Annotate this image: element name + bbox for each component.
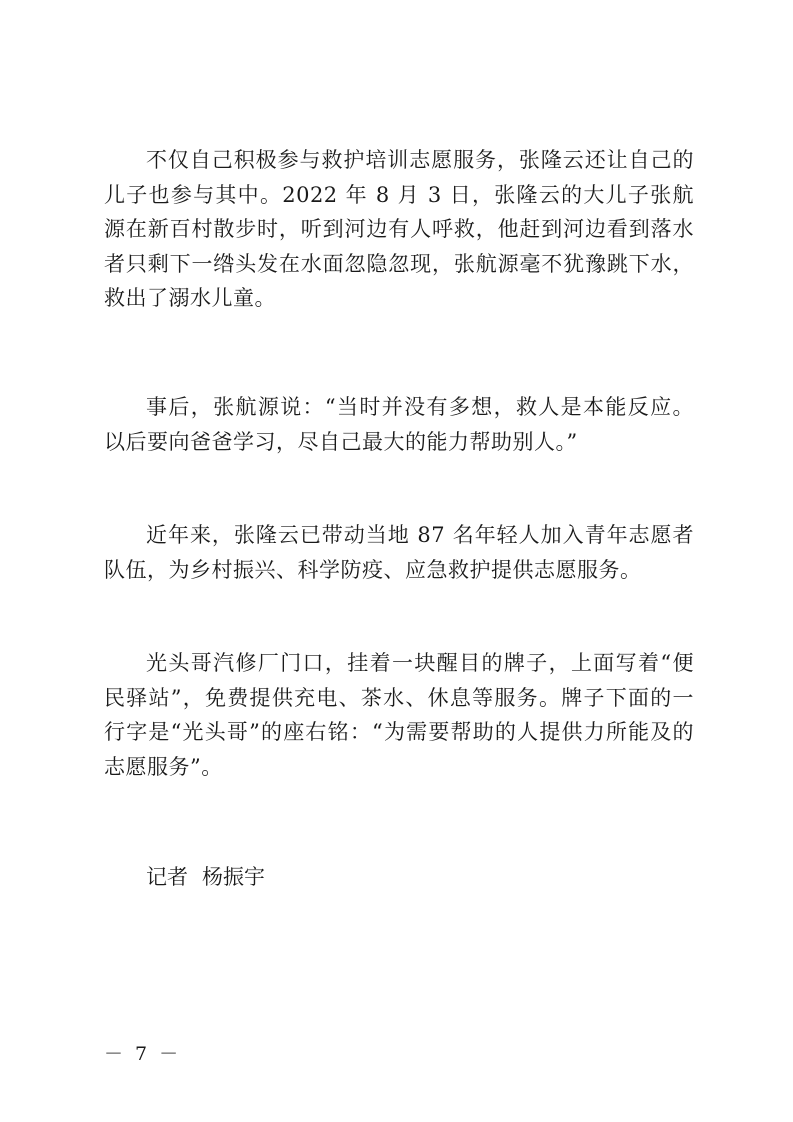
- paragraph-2: 事后，张航源说：“当时并没有多想，救人是本能反应。以后要向爸爸学习，尽自己最大的能力帮助别人。”: [104, 395, 694, 454]
- paragraph-1: 不仅自己积极参与救护培训志愿服务，张隆云还让自己的儿子也参与其中。2022 年 8 月 3 日，张隆云的大儿子张航源在新百村散步时，听到河边有人呼救，他赶到河边看到落水者只剩下一绺头发在水面忽隐忽现，张航源毫不犹豫跳下水，救出了溺水儿童。: [104, 148, 694, 310]
- byline: [104, 860, 694, 895]
- page-number: － 7 －: [104, 1043, 182, 1065]
- byline-name: 杨振宇: [202, 865, 265, 889]
- paragraph-4: 光头哥汽修厂门口，挂着一块醒目的牌子，上面写着“便民驿站”，免费提供充电、茶水、休息等服务。牌子下面的一行字是“光头哥”的座右铭：“为需要帮助的人提供力所能及的志愿服务”。: [104, 651, 694, 779]
- byline-role: 记者: [146, 865, 188, 889]
- paragraph-3: 近年来，张隆云已带动当地 87 名年轻人加入青年志愿者队伍，为乡村振兴、科学防疫、应急救护提供志愿服务。: [104, 523, 694, 582]
